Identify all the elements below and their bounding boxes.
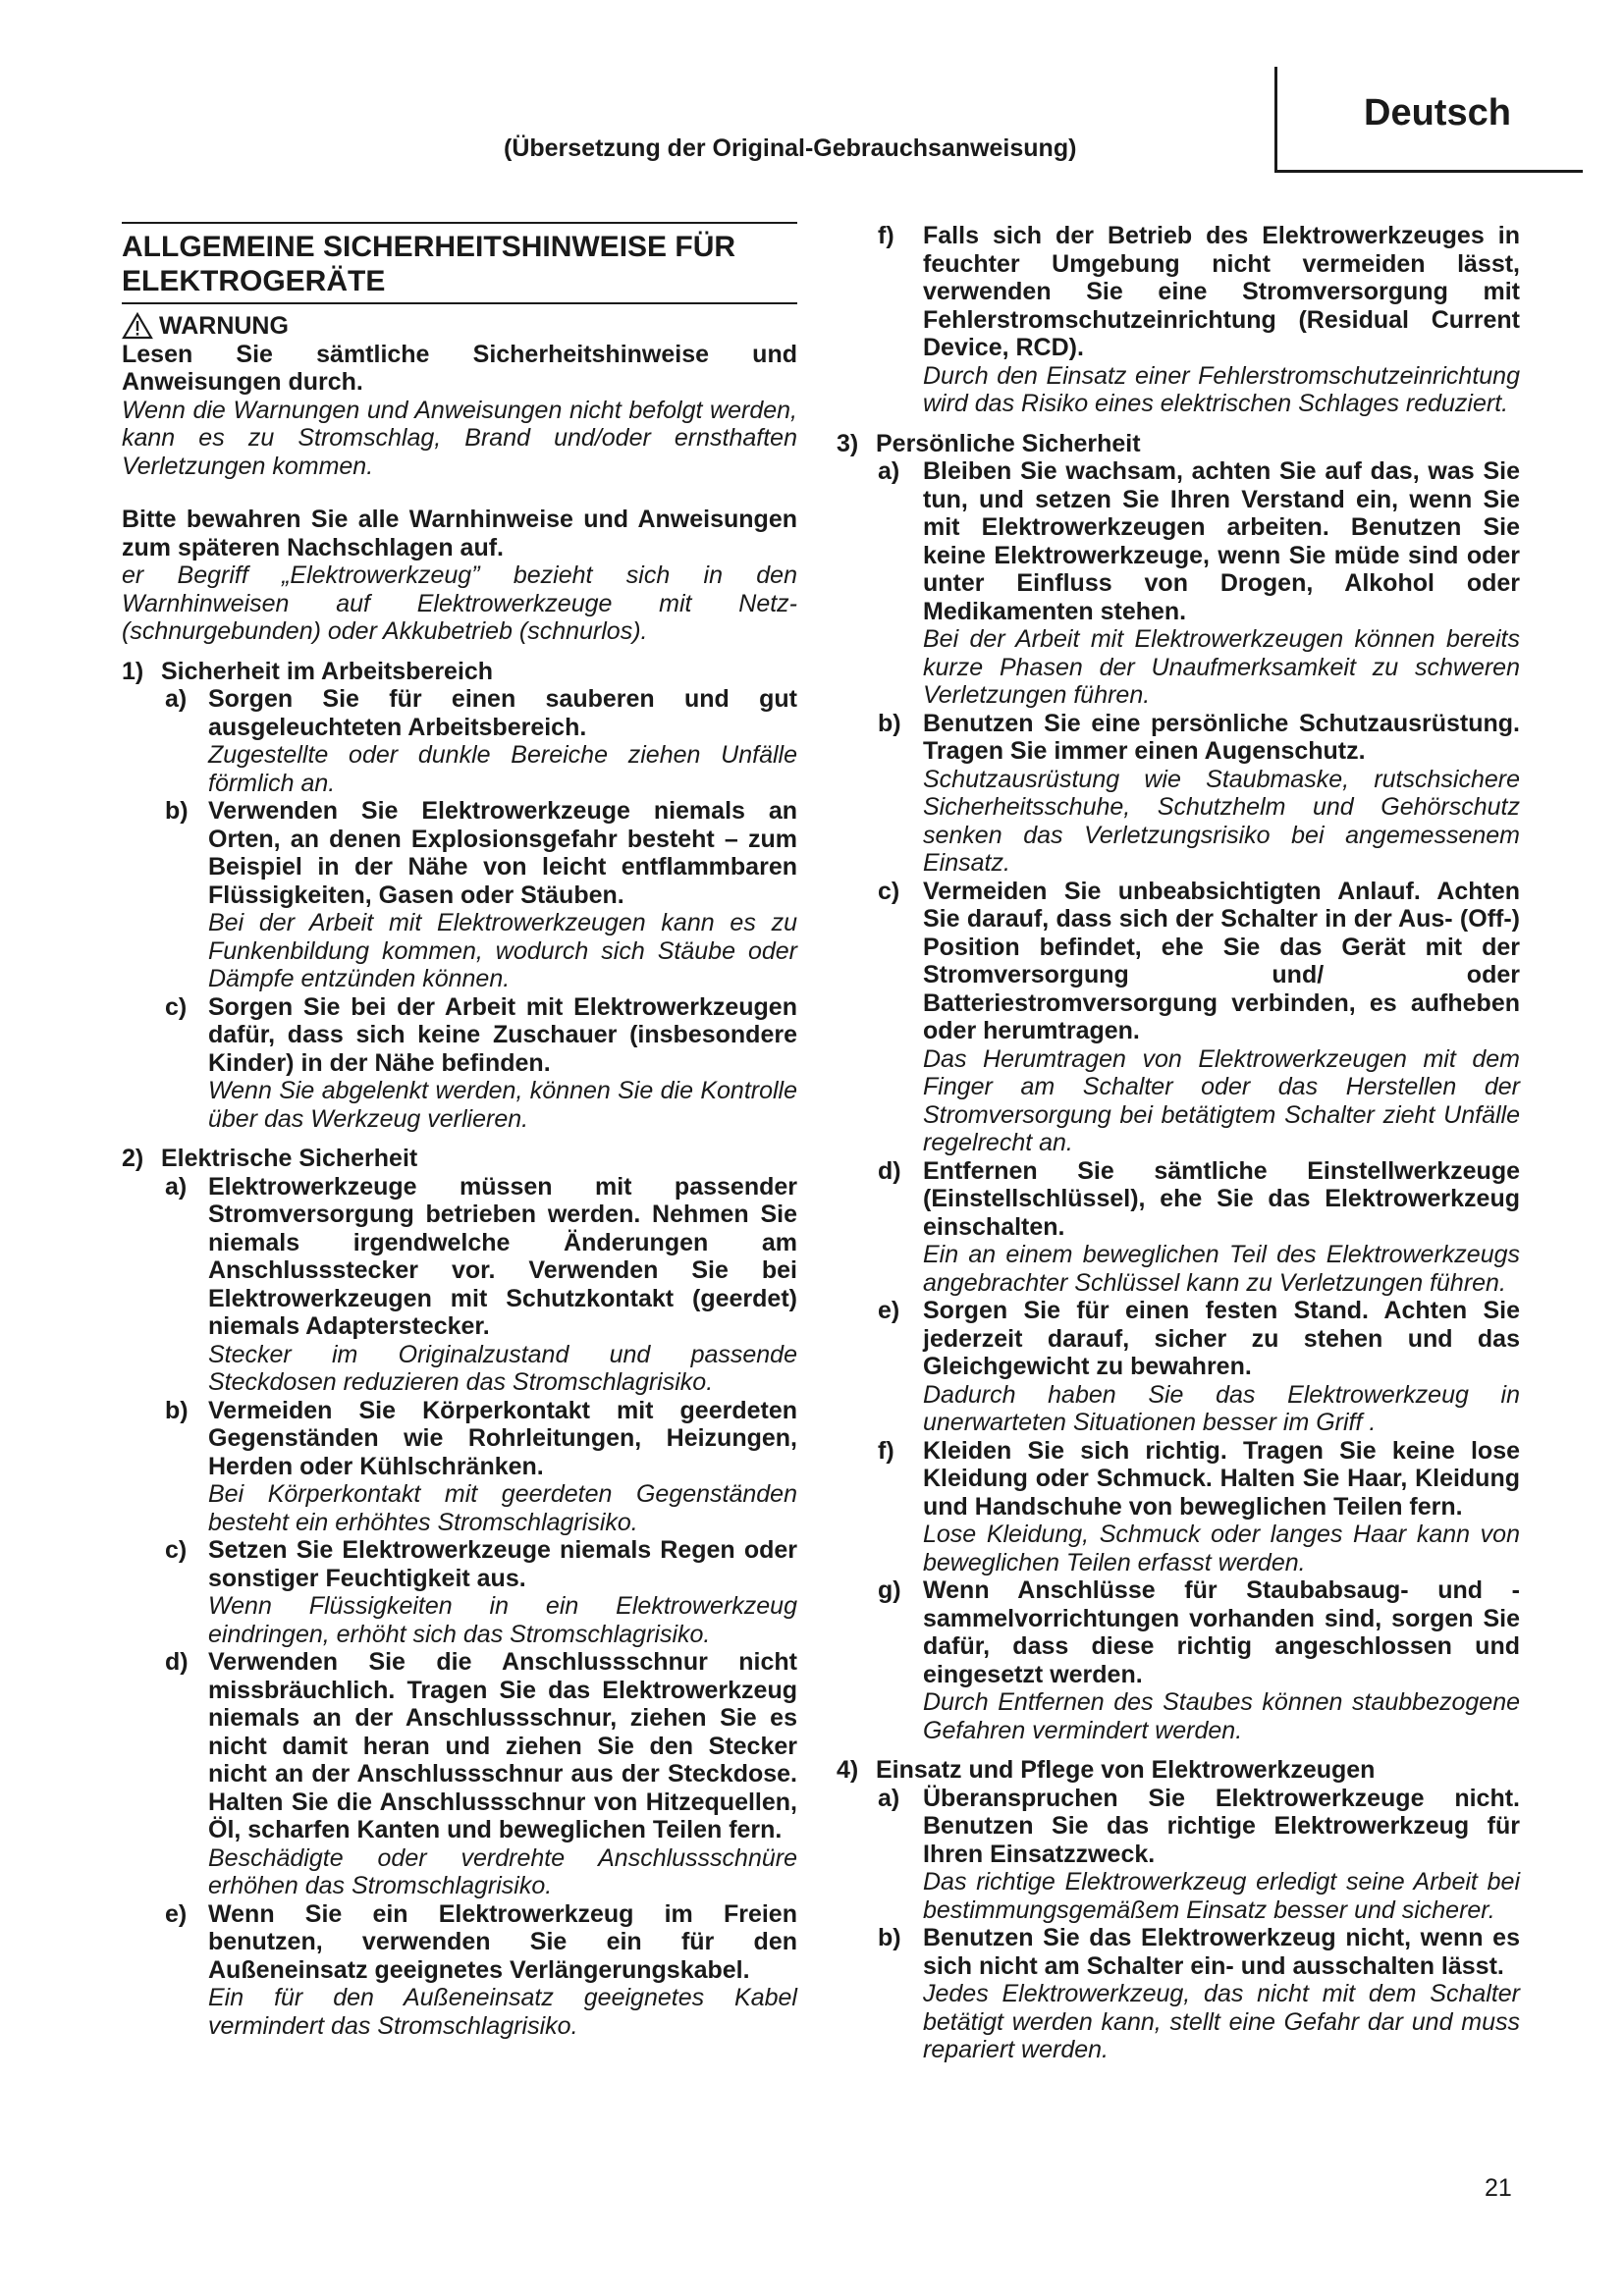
item-label: c) — [878, 877, 900, 905]
list-item — [833, 1157, 1520, 1298]
item-label: d) — [165, 1648, 189, 1676]
item-label: g) — [878, 1576, 901, 1604]
page-number: 21 — [1485, 2174, 1512, 2202]
translation-subtitle: (Übersetzung der Original-Gebrauchsanweisung) — [504, 134, 1077, 162]
item-italic-text: Ein für den Außeneinsatz geeignetes Kabel vermindert das Stromschlagrisiko. — [208, 1984, 797, 2040]
left-column — [122, 222, 797, 2040]
item-bold-text: Benutzen Sie das Elektrowerkzeug nicht, wenn es sich nicht am Schalter ein- und ausschalten lässt. — [923, 1924, 1520, 1980]
item-label: b) — [165, 797, 189, 825]
section-title: Sicherheit im Arbeitsbereich — [161, 657, 494, 685]
item-label: a) — [165, 1172, 188, 1201]
section-number: 4) — [837, 1756, 859, 1784]
item-label: b) — [878, 1924, 901, 1951]
list-item — [833, 1785, 1520, 1925]
list-item — [122, 797, 797, 993]
item-italic-text: Durch den Einsatz einer Fehlerstromschutzeinrichtung wird das Risiko eines elektrischen Schlages reduziert. — [923, 361, 1520, 417]
item-label: a) — [878, 457, 900, 485]
intro-italic: Wenn die Warnungen und Anweisungen nicht befolgt werden, kann es zu Stromschlag, Brand und/oder ernsthaften Verletzungen kommen. — [122, 396, 797, 480]
warning-label: WARNUNG — [159, 312, 289, 340]
item-italic-text: Beschädigte oder verdrehte Anschlussschnüre erhöhen das Stromschlagrisiko. — [208, 1843, 797, 1899]
keep-instructions-italic: er Begriff „Elektrowerkzeug” bezieht sich in den Warnhinweisen auf Elektrowerkzeuge mit Netz- (schnurgebunden) oder Akkubetrieb (schnurlos). — [122, 561, 797, 645]
section-2-heading — [122, 1145, 797, 1173]
section-title: Elektrische Sicherheit — [161, 1145, 418, 1172]
item-bold-text: Sorgen Sie bei der Arbeit mit Elektrowerkzeugen dafür, dass sich keine Zuschauer (insbesondere Kinder) in der Nähe befinden. — [208, 992, 797, 1077]
item-bold-text: Überanspruchen Sie Elektrowerkzeuge nicht. Benutzen Sie das richtige Elektrowerkzeug für Ihren Einsatzzweck. — [923, 1784, 1520, 1868]
section-number: 1) — [122, 657, 144, 685]
item-bold-text: Vermeiden Sie Körperkontakt mit geerdeten Gegenständen wie Rohrleitungen, Heizungen, Herden oder Kühlschränken. — [208, 1396, 797, 1480]
list-item — [833, 1576, 1520, 1744]
item-bold-text: Kleiden Sie sich richtig. Tragen Sie keine lose Kleidung oder Schmuck. Halten Sie Haar, Kleidung und Handschuhe von beweglichen Teilen fern. — [923, 1436, 1520, 1521]
warning-heading — [122, 312, 797, 341]
keep-instructions-bold: Bitte bewahren Sie alle Warnhinweise und Anweisungen zum späteren Nachschlagen auf. — [122, 506, 797, 561]
item-label: e) — [878, 1297, 900, 1324]
section-title: Einsatz und Pflege von Elektrowerkzeugen — [876, 1756, 1376, 1784]
item-label: f) — [878, 222, 894, 249]
list-item — [122, 685, 797, 797]
item-bold-text: Benutzen Sie eine persönliche Schutzausrüstung. Tragen Sie immer einen Augenschutz. — [923, 709, 1520, 765]
language-tab — [1274, 67, 1583, 173]
right-column — [833, 222, 1520, 2064]
item-italic-text: Das Herumtragen von Elektrowerkzeugen mit dem Finger am Schalter oder das Herstellen der Stromversorgung bei betätigtem Schalter zieht Unfälle regelrecht an. — [923, 1044, 1520, 1156]
list-item — [833, 1924, 1520, 2064]
item-italic-text: Bei der Arbeit mit Elektrowerkzeugen können bereits kurze Phasen der Unaufmerksamkeit zu schweren Verletzungen führen. — [923, 625, 1520, 709]
item-bold-text: Elektrowerkzeuge müssen mit passender Stromversorgung betrieben werden. Nehmen Sie niemals irgendwelche Änderungen am Anschlussstecker vor. Verwenden Sie bei Elektrowerkzeugen mit Schutzkontakt (geerdet) niemals Adapterstecker. — [208, 1172, 797, 1340]
intro-bold: Lesen Sie sämtliche Sicherheitshinweise und Anweisungen durch. — [122, 340, 797, 396]
list-item — [833, 457, 1520, 710]
item-label: a) — [165, 685, 188, 713]
list-item — [122, 1397, 797, 1537]
item-label: c) — [165, 992, 188, 1021]
section-3-heading — [833, 430, 1520, 458]
item-label: b) — [878, 709, 901, 737]
item-bold-text: Entfernen Sie sämtliche Einstellwerkzeuge (Einstellschlüssel), ehe Sie das Elektrowerkzeug einschalten. — [923, 1156, 1520, 1241]
item-italic-text: Bei Körperkontakt mit geerdeten Gegenständen besteht ein erhöhtes Stromschlagrisiko. — [208, 1480, 797, 1536]
item-italic-text: Wenn Flüssigkeiten in ein Elektrowerkzeug eindringen, erhöht sich das Stromschlagrisiko. — [208, 1592, 797, 1648]
list-item — [833, 710, 1520, 878]
section-4-heading — [833, 1756, 1520, 1785]
item-italic-text: Wenn Sie abgelenkt werden, können Sie die Kontrolle über das Werkzeug verlieren. — [208, 1077, 797, 1133]
item-label: d) — [878, 1156, 901, 1185]
section-1-heading — [122, 658, 797, 686]
language-label: Deutsch — [1364, 92, 1511, 133]
list-item — [833, 878, 1520, 1157]
item-bold-text: Verwenden Sie Elektrowerkzeuge niemals an Orten, an denen Explosionsgefahr besteht – zum Beispiel in der Nähe von leicht entflammbaren Flüssigkeiten, Gasen oder Stäuben. — [208, 797, 797, 909]
item-bold-text: Verwenden Sie die Anschlussschnur nicht missbräuchlich. Tragen Sie das Elektrowerkzeug niemals an der Anschlussschnur, ziehen Sie es nicht damit heran und ziehen Sie den Stecker nicht an der Anschlussschnur aus der Steckdose. Halten Sie die Anschlussschnur von Hitzequellen, Öl, scharfen Kanten und beweglichen Teilen fern. — [208, 1648, 797, 1843]
item-italic-text: Ein an einem beweglichen Teil des Elektrowerkzeugs angebrachter Schlüssel kann zu Verletzungen führen. — [923, 1241, 1520, 1297]
item-label: c) — [165, 1536, 188, 1564]
item-bold-text: Falls sich der Betrieb des Elektrowerkzeuges in feuchter Umgebung nicht vermeiden lässt, verwenden Sie eine Stromversorgung mit Fehlerstromschutzeinrichtung (Residual Current Device, RCD). — [923, 222, 1520, 361]
item-bold-text: Sorgen Sie für einen festen Stand. Achten Sie jederzeit darauf, sicher zu stehen und das Gleichgewicht zu bewahren. — [923, 1297, 1520, 1380]
section-number: 3) — [837, 429, 859, 457]
warning-triangle-icon — [122, 312, 153, 340]
item-italic-text: Dadurch haben Sie das Elektrowerkzeug in unerwarteten Situationen besser im Griff . — [923, 1380, 1520, 1436]
item-italic-text: Stecker im Originalzustand und passende Steckdosen reduzieren das Stromschlagrisiko. — [208, 1340, 797, 1396]
list-item — [122, 993, 797, 1134]
item-bold-text: Vermeiden Sie unbeabsichtigten Anlauf. Achten Sie darauf, dass sich der Schalter in der Aus- (Off-) Position befindet, ehe Sie das Gerät mit der Stromversorgung und/ oder Batteriestromversorgung verbinden, es aufheben oder herumtragen. — [923, 877, 1520, 1044]
item-bold-text: Wenn Anschlüsse für Staubabsaug- und -sammelvorrichtungen vorhanden sind, sorgen Sie dafür, dass diese richtig angeschlossen und eingesetzt werden. — [923, 1576, 1520, 1688]
item-bold-text: Bleiben Sie wachsam, achten Sie auf das, was Sie tun, und setzen Sie Ihren Verstand ein, wenn Sie mit Elektrowerkzeugen arbeiten. Benutzen Sie keine Elektrowerkzeuge, wenn Sie müde sind oder unter Einfluss von Drogen, Alkohol oder Medikamenten stehen. — [923, 457, 1520, 625]
list-item — [122, 1173, 797, 1397]
list-item — [833, 222, 1520, 418]
item-bold-text: Sorgen Sie für einen sauberen und gut ausgeleuchteten Arbeitsbereich. — [208, 685, 797, 741]
list-item — [833, 1437, 1520, 1577]
item-italic-text: Zugestellte oder dunkle Bereiche ziehen Unfälle förmlich an. — [208, 741, 797, 797]
item-bold-text: Setzen Sie Elektrowerkzeuge niemals Regen oder sonstiger Feuchtigkeit aus. — [208, 1536, 797, 1592]
item-italic-text: Jedes Elektrowerkzeug, das nicht mit dem Schalter betätigt werden kann, stellt eine Gefahr dar und muss repariert werden. — [923, 1980, 1520, 2063]
item-label: b) — [165, 1396, 189, 1424]
section-number: 2) — [122, 1145, 144, 1172]
item-label: a) — [878, 1784, 900, 1812]
list-item — [122, 1648, 797, 1900]
item-italic-text: Durch Entfernen des Staubes können staubbezogene Gefahren vermindert werden. — [923, 1688, 1520, 1744]
item-label: e) — [165, 1899, 188, 1928]
item-italic-text: Das richtige Elektrowerkzeug erledigt seine Arbeit bei bestimmungsgemäßem Einsatz besser und sicherer. — [923, 1868, 1520, 1924]
section-title: Persönliche Sicherheit — [876, 429, 1141, 457]
list-item — [122, 1900, 797, 2041]
safety-title: ALLGEMEINE SICHERHEITSHINWEISE FÜR ELEKTROGERÄTE — [122, 224, 797, 304]
item-italic-text: Lose Kleidung, Schmuck oder langes Haar kann von beweglichen Teilen erfasst werden. — [923, 1521, 1520, 1576]
item-italic-text: Bei der Arbeit mit Elektrowerkzeugen kann es zu Funkenbildung kommen, wodurch sich Stäube oder Dämpfe entzünden können. — [208, 909, 797, 992]
item-italic-text: Schutzausrüstung wie Staubmaske, rutschsichere Sicherheitsschuhe, Schutzhelm und Gehörschutz senken das Verletzungsrisiko bei angemessenem Einsatz. — [923, 765, 1520, 877]
item-bold-text: Wenn Sie ein Elektrowerkzeug im Freien benutzen, verwenden Sie ein für den Außeneinsatz geeignetes Verlängerungskabel. — [208, 1899, 797, 1984]
list-item — [833, 1297, 1520, 1437]
list-item — [122, 1536, 797, 1648]
item-label: f) — [878, 1436, 894, 1465]
